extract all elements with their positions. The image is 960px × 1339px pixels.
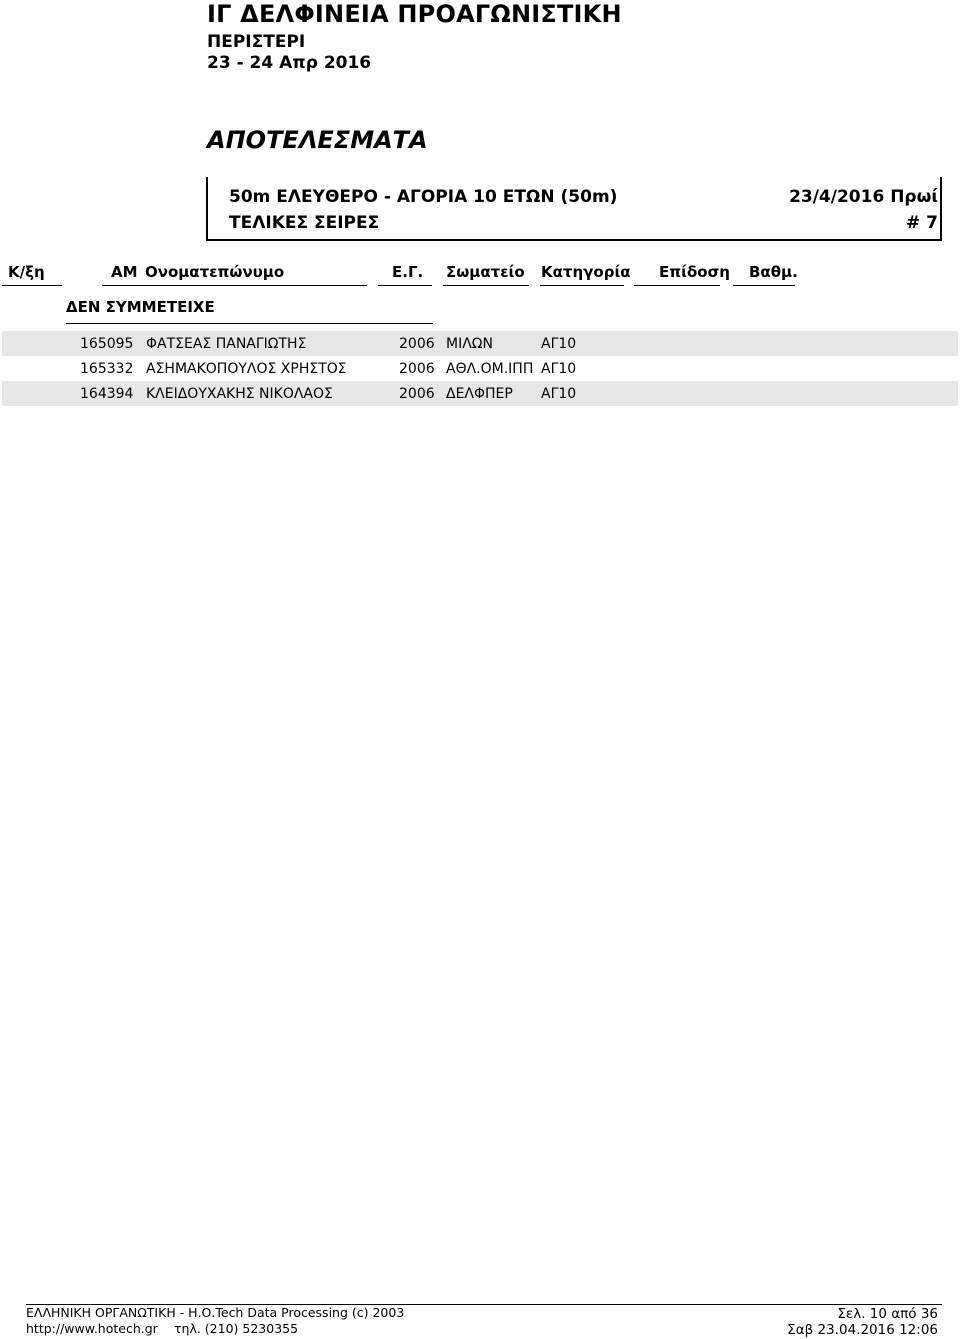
row-club: ΜΙΛΩΝ [446, 336, 493, 352]
section-title: ΔΕΝ ΣΥΜΜΕΤΕΙΧΕ [66, 298, 215, 316]
row-category: ΑΓ10 [541, 386, 577, 402]
event-round: ΤΕΛΙΚΕΣ ΣΕΙΡΕΣ [229, 213, 380, 233]
row-year: 2006 [399, 386, 435, 402]
results-heading: ΑΠΟΤΕΛΕΣΜΑΤΑ [207, 126, 428, 154]
col-underline-category [540, 285, 624, 286]
meet-title: ΙΓ ΔΕΛΦΙΝΕΙΑ ΠΡΟΑΓΩΝΙΣΤΙΚΗ [207, 0, 622, 28]
col-header-points: Βαθμ. [749, 263, 798, 281]
event-datetime: 23/4/2016 Πρωί [789, 187, 938, 207]
row-club: ΑΘΛ.ΟΜ.ΙΠΠ [446, 361, 534, 377]
event-number: # 7 [906, 213, 938, 233]
event-name: 50m ΕΛΕΥΘΕΡΟ - ΑΓΟΡΙΑ 10 ΕΤΩΝ (50m) [229, 187, 618, 207]
col-header-year: Ε.Γ. [392, 263, 424, 281]
row-am: 164394 [80, 386, 134, 402]
row-club: ΔΕΛΦΠΕΡ [446, 386, 513, 402]
table-row [2, 331, 958, 356]
row-name: ΚΛΕΙΔΟΥΧΑΚΗΣ ΝΙΚΟΛΑΟΣ [146, 386, 333, 402]
col-underline-year [378, 285, 432, 286]
meet-location: ΠΕΡΙΣΤΕΡΙ [207, 32, 306, 52]
row-year: 2006 [399, 336, 435, 352]
col-header-performance: Επίδοση [659, 263, 730, 281]
table-row [2, 381, 958, 406]
col-header-am: ΑΜ [111, 263, 138, 281]
table-row [2, 356, 958, 381]
footer-print-date: Σαβ 23.04.2016 12:06 [787, 1322, 938, 1338]
row-am: 165332 [80, 361, 134, 377]
col-header-name: Ονοματεπώνυμο [145, 263, 285, 281]
row-name: ΑΣΗΜΑΚΟΠΟΥΛΟΣ ΧΡΗΣΤΟΣ [146, 361, 347, 377]
col-underline-points [733, 285, 795, 286]
row-name: ΦΑΤΣΕΑΣ ΠΑΝΑΓΙΩΤΗΣ [146, 336, 307, 352]
footer-url[interactable]: http://www.hotech.gr [26, 1321, 158, 1336]
col-header-category: Κατηγορία [541, 263, 631, 281]
col-underline-club [443, 285, 529, 286]
footer-page-number: Σελ. 10 από 36 [837, 1306, 938, 1322]
row-am: 165095 [80, 336, 134, 352]
meet-dates: 23 - 24 Απρ 2016 [207, 53, 372, 73]
col-underline-rank [2, 285, 62, 286]
col-header-club: Σωματείο [446, 263, 525, 281]
row-year: 2006 [399, 361, 435, 377]
footer-org: ΕΛΛΗΝΙΚΗ ΟΡΓΑΝΩΤΙΚΗ - Η.Ο.Tech Data Processing (c) 2003 [26, 1305, 405, 1320]
footer-phone: τηλ. (210) 5230355 [174, 1321, 299, 1336]
col-header-rank: Κ/ξη [8, 263, 45, 281]
row-category: ΑΓ10 [541, 336, 577, 352]
col-underline-name [102, 285, 367, 286]
section-underline [66, 323, 433, 324]
row-category: ΑΓ10 [541, 361, 577, 377]
col-underline-performance [634, 285, 720, 286]
